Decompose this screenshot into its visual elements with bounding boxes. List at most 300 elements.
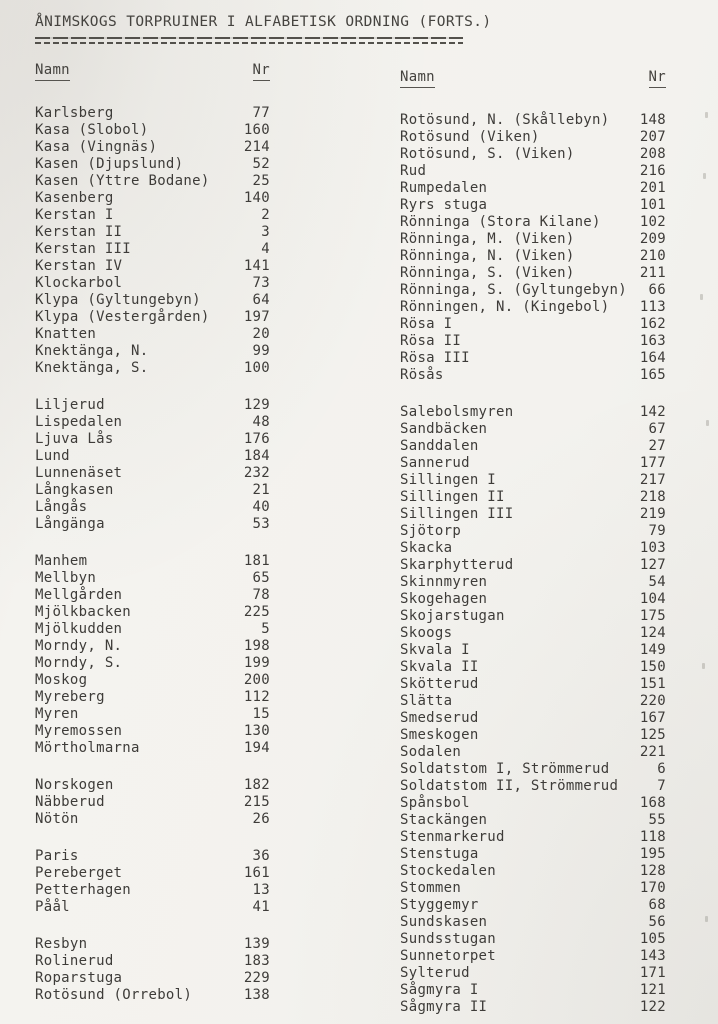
list-item [35, 465, 270, 482]
entry-name: Rotösund, S. (Viken) [400, 146, 575, 162]
list-item [400, 693, 666, 710]
entry-number: 15 [252, 706, 270, 722]
list-item [35, 207, 270, 224]
entry-name: Långänga [35, 516, 105, 532]
list-item [35, 122, 270, 139]
list-item [400, 367, 666, 384]
entry-name: Smedserud [400, 710, 479, 726]
entry-number: 100 [243, 360, 270, 376]
entry-number: 211 [639, 265, 666, 281]
entry-number: 6 [657, 761, 666, 777]
entry-name: Rönningen, N. (Kingebol) [400, 299, 610, 315]
entry-number: 66 [648, 282, 666, 298]
entry-name: Karlsberg [35, 105, 114, 121]
entry-name: Rönninga, N. (Viken) [400, 248, 575, 264]
torp-list-column-left [35, 62, 270, 1004]
list-item [35, 570, 270, 587]
entry-name: Myreberg [35, 689, 105, 705]
list-item [35, 987, 270, 1004]
entry-number: 195 [639, 846, 666, 862]
entry-number: 27 [648, 438, 666, 454]
list-item [35, 397, 270, 414]
list-item [400, 761, 666, 778]
entry-name: Kasenberg [35, 190, 114, 206]
entry-name: Stenstuga [400, 846, 479, 862]
entry-number: 168 [639, 795, 666, 811]
list-item [35, 516, 270, 533]
row-group [35, 936, 270, 1004]
entry-name: Ryrs stuga [400, 197, 488, 213]
entry-name: Rud [400, 163, 427, 179]
entry-number: 21 [252, 482, 270, 498]
entry-number: 105 [639, 931, 666, 947]
entry-name: Långkasen [35, 482, 114, 498]
entry-number: 183 [243, 953, 270, 969]
entry-number: 36 [252, 848, 270, 864]
list-item [400, 931, 666, 948]
list-item [400, 438, 666, 455]
list-item [400, 795, 666, 812]
list-item [400, 112, 666, 129]
row-group [400, 404, 666, 1016]
entry-number: 125 [639, 727, 666, 743]
list-item [35, 553, 270, 570]
entry-name: Salebolsmyren [400, 404, 514, 420]
entry-number: 65 [252, 570, 270, 586]
list-item [400, 163, 666, 180]
list-item [35, 848, 270, 865]
list-item [35, 431, 270, 448]
list-item [35, 587, 270, 604]
title-underline-bottom [35, 42, 463, 44]
list-item [35, 156, 270, 173]
entry-number: 209 [639, 231, 666, 247]
entry-number: 217 [639, 472, 666, 488]
entry-number: 118 [639, 829, 666, 845]
entry-name: Rotösund (Viken) [400, 129, 540, 145]
entry-number: 103 [639, 540, 666, 556]
entry-name: Mjölkbacken [35, 604, 132, 620]
entry-name: Skvala I [400, 642, 470, 658]
entry-name: Kerstan III [35, 241, 132, 257]
list-item [35, 936, 270, 953]
list-item [400, 608, 666, 625]
scan-artifact [702, 663, 705, 669]
column-header-namn: Namn [35, 62, 70, 81]
entry-name: Rönninga, S. (Viken) [400, 265, 575, 281]
entry-number: 225 [243, 604, 270, 620]
list-item [400, 265, 666, 282]
entry-name: Rolinerud [35, 953, 114, 969]
list-item [400, 948, 666, 965]
list-item [400, 812, 666, 829]
list-item [35, 740, 270, 757]
list-item [400, 778, 666, 795]
entry-number: 26 [252, 811, 270, 827]
list-item [400, 744, 666, 761]
entry-number: 148 [639, 112, 666, 128]
list-item [400, 625, 666, 642]
entry-number: 218 [639, 489, 666, 505]
entry-name: Liljerud [35, 397, 105, 413]
entry-number: 143 [639, 948, 666, 964]
entry-name: Myren [35, 706, 79, 722]
entry-number: 164 [639, 350, 666, 366]
entry-number: 102 [639, 214, 666, 230]
entry-name: Rösa I [400, 316, 453, 332]
list-item [35, 882, 270, 899]
entry-name: Stenmarkerud [400, 829, 505, 845]
entry-number: 175 [639, 608, 666, 624]
entry-name: Klypa (Gyltungebyn) [35, 292, 201, 308]
entry-number: 201 [639, 180, 666, 196]
entry-number: 55 [648, 812, 666, 828]
entry-name: Norskogen [35, 777, 114, 793]
entry-number: 163 [639, 333, 666, 349]
list-item [400, 282, 666, 299]
entry-name: Skogehagen [400, 591, 488, 607]
entry-name: Kerstan I [35, 207, 114, 223]
list-item [35, 865, 270, 882]
entry-number: 127 [639, 557, 666, 573]
list-item [35, 224, 270, 241]
list-item [400, 455, 666, 472]
list-item [35, 173, 270, 190]
list-item [400, 863, 666, 880]
list-item [35, 953, 270, 970]
list-item [400, 982, 666, 999]
scan-artifact [705, 112, 708, 118]
list-item [400, 146, 666, 163]
scan-artifact [700, 294, 703, 300]
entry-name: Styggemyr [400, 897, 479, 913]
entry-name: Sågmyra I [400, 982, 479, 998]
list-item [400, 333, 666, 350]
list-item [35, 794, 270, 811]
entry-name: Stackängen [400, 812, 488, 828]
list-item [400, 421, 666, 438]
entry-number: 171 [639, 965, 666, 981]
entry-number: 161 [243, 865, 270, 881]
entry-number: 122 [639, 999, 666, 1015]
list-item [400, 197, 666, 214]
entry-number: 124 [639, 625, 666, 641]
column-header-nr: Nr [649, 69, 666, 88]
entry-name: Sannerud [400, 455, 470, 471]
entry-name: Smeskogen [400, 727, 479, 743]
list-item [35, 343, 270, 360]
entry-name: Rösås [400, 367, 444, 383]
list-item [400, 523, 666, 540]
list-item [400, 540, 666, 557]
entry-name: Skoogs [400, 625, 453, 641]
entry-name: Paris [35, 848, 79, 864]
column-header-row [35, 62, 270, 81]
entry-number: 64 [252, 292, 270, 308]
entry-name: Manhem [35, 553, 88, 569]
list-item [400, 829, 666, 846]
entry-name: Skvala II [400, 659, 479, 675]
entry-name: Moskog [35, 672, 88, 688]
list-item [400, 506, 666, 523]
list-item [400, 574, 666, 591]
entry-number: 41 [252, 899, 270, 915]
list-item [400, 231, 666, 248]
entry-name: Soldatstom I, Strömmerud [400, 761, 610, 777]
entry-name: Sillingen II [400, 489, 505, 505]
entry-name: Mellgården [35, 587, 123, 603]
row-groups [400, 112, 666, 1016]
entry-number: 151 [639, 676, 666, 692]
entry-number: 199 [243, 655, 270, 671]
row-group [35, 777, 270, 828]
entry-number: 104 [639, 591, 666, 607]
entry-name: Resbyn [35, 936, 88, 952]
row-group [35, 105, 270, 377]
entry-name: Myremossen [35, 723, 123, 739]
entry-name: Skacka [400, 540, 453, 556]
list-item [35, 604, 270, 621]
entry-name: Pereberget [35, 865, 123, 881]
entry-name: Stockedalen [400, 863, 497, 879]
entry-number: 56 [648, 914, 666, 930]
entry-number: 149 [639, 642, 666, 658]
entry-name: Rotösund (Orrebol) [35, 987, 193, 1003]
list-item [35, 139, 270, 156]
list-item [35, 241, 270, 258]
list-item [400, 248, 666, 265]
entry-name: Rönninga (Stora Kilane) [400, 214, 601, 230]
list-item [35, 689, 270, 706]
entry-number: 197 [243, 309, 270, 325]
row-group [35, 553, 270, 757]
list-item [400, 727, 666, 744]
entry-number: 184 [243, 448, 270, 464]
row-group [35, 397, 270, 533]
entry-number: 162 [639, 316, 666, 332]
list-item [35, 360, 270, 377]
list-item [35, 638, 270, 655]
column-header-namn: Namn [400, 69, 435, 88]
list-item [35, 811, 270, 828]
entry-number: 52 [252, 156, 270, 172]
row-group [400, 112, 666, 384]
entry-name: Skojarstugan [400, 608, 505, 624]
entry-name: Knektänga, S. [35, 360, 149, 376]
entry-number: 138 [243, 987, 270, 1003]
entry-number: 140 [243, 190, 270, 206]
entry-name: Kasen (Djupslund) [35, 156, 184, 172]
entry-name: Sylterud [400, 965, 470, 981]
list-item [400, 710, 666, 727]
entry-number: 165 [639, 367, 666, 383]
entry-name: Lunnenäset [35, 465, 123, 481]
entry-number: 176 [243, 431, 270, 447]
scan-artifact [705, 916, 708, 922]
list-item [35, 499, 270, 516]
entry-name: Mjölkudden [35, 621, 123, 637]
list-item [35, 672, 270, 689]
entry-name: Lund [35, 448, 70, 464]
entry-number: 73 [252, 275, 270, 291]
row-group [35, 848, 270, 916]
entry-number: 121 [639, 982, 666, 998]
list-item [400, 472, 666, 489]
entry-number: 25 [252, 173, 270, 189]
entry-number: 160 [243, 122, 270, 138]
column-header-nr: Nr [253, 62, 270, 81]
entry-name: Knatten [35, 326, 97, 342]
entry-number: 139 [243, 936, 270, 952]
entry-name: Soldatstom II, Strömmerud [400, 778, 619, 794]
entry-name: Skarphytterud [400, 557, 514, 573]
entry-number: 219 [639, 506, 666, 522]
list-item [35, 292, 270, 309]
entry-name: Påål [35, 899, 70, 915]
list-item [400, 642, 666, 659]
entry-number: 53 [252, 516, 270, 532]
list-item [35, 777, 270, 794]
entry-name: Ljuva Lås [35, 431, 114, 447]
entry-number: 142 [639, 404, 666, 420]
list-item [400, 676, 666, 693]
entry-name: Kerstan II [35, 224, 123, 240]
entry-number: 20 [252, 326, 270, 342]
entry-number: 198 [243, 638, 270, 654]
entry-name: Sandbäcken [400, 421, 488, 437]
list-item [35, 414, 270, 431]
column-header-row [400, 69, 666, 88]
list-item [35, 309, 270, 326]
list-item [35, 970, 270, 987]
entry-number: 79 [648, 523, 666, 539]
entry-name: Kasa (Vingnäs) [35, 139, 158, 155]
list-item [400, 965, 666, 982]
list-item [400, 591, 666, 608]
entry-number: 78 [252, 587, 270, 603]
entry-number: 181 [243, 553, 270, 569]
list-item [35, 723, 270, 740]
entry-name: Kerstan IV [35, 258, 123, 274]
list-item [400, 489, 666, 506]
scan-artifact [706, 420, 709, 426]
entry-number: 216 [639, 163, 666, 179]
list-item [400, 880, 666, 897]
entry-name: Lispedalen [35, 414, 123, 430]
entry-number: 220 [639, 693, 666, 709]
entry-number: 208 [639, 146, 666, 162]
list-item [400, 350, 666, 367]
page-title: ÅNIMSKOGS TORPRUINER I ALFABETISK ORDNING (FORTS.) [35, 14, 492, 30]
list-item [400, 659, 666, 676]
entry-name: Skötterud [400, 676, 479, 692]
scan-artifact [703, 173, 706, 179]
entry-name: Långås [35, 499, 88, 515]
entry-name: Klypa (Vestergården) [35, 309, 210, 325]
entry-number: 150 [639, 659, 666, 675]
entry-number: 3 [261, 224, 270, 240]
entry-number: 48 [252, 414, 270, 430]
entry-number: 67 [648, 421, 666, 437]
entry-name: Rönninga, S. (Gyltungebyn) [400, 282, 627, 298]
list-item [35, 326, 270, 343]
entry-name: Mellbyn [35, 570, 97, 586]
list-item [400, 404, 666, 421]
entry-number: 177 [639, 455, 666, 471]
entry-name: Kasa (Slobol) [35, 122, 149, 138]
list-item [400, 214, 666, 231]
entry-number: 194 [243, 740, 270, 756]
entry-number: 207 [639, 129, 666, 145]
entry-name: Rumpedalen [400, 180, 488, 196]
entry-number: 229 [243, 970, 270, 986]
entry-number: 182 [243, 777, 270, 793]
entry-name: Sågmyra II [400, 999, 488, 1015]
entry-name: Rotösund, N. (Skållebyn) [400, 112, 610, 128]
list-item [400, 180, 666, 197]
list-item [35, 899, 270, 916]
entry-number: 112 [243, 689, 270, 705]
list-item [400, 846, 666, 863]
entry-name: Mörtholmarna [35, 740, 140, 756]
torp-list-column-right [400, 69, 666, 1016]
entry-number: 215 [243, 794, 270, 810]
row-groups [35, 105, 270, 1004]
list-item [35, 621, 270, 638]
entry-name: Spånsbol [400, 795, 470, 811]
entry-number: 130 [243, 723, 270, 739]
list-item [400, 316, 666, 333]
entry-name: Morndy, N. [35, 638, 123, 654]
entry-number: 54 [648, 574, 666, 590]
entry-name: Petterhagen [35, 882, 132, 898]
title-underline-top [35, 37, 463, 39]
list-item [400, 129, 666, 146]
entry-name: Klockarbol [35, 275, 123, 291]
entry-number: 77 [252, 105, 270, 121]
entry-number: 221 [639, 744, 666, 760]
entry-name: Sillingen I [400, 472, 497, 488]
entry-number: 129 [243, 397, 270, 413]
list-item [35, 655, 270, 672]
entry-name: Sodalen [400, 744, 462, 760]
entry-number: 101 [639, 197, 666, 213]
entry-number: 232 [243, 465, 270, 481]
entry-number: 128 [639, 863, 666, 879]
list-item [35, 706, 270, 723]
list-item [35, 105, 270, 122]
entry-number: 13 [252, 882, 270, 898]
entry-name: Sanddalen [400, 438, 479, 454]
entry-name: Morndy, S. [35, 655, 123, 671]
entry-number: 113 [639, 299, 666, 315]
entry-name: Nötön [35, 811, 79, 827]
list-item [35, 258, 270, 275]
entry-number: 167 [639, 710, 666, 726]
entry-name: Sillingen III [400, 506, 514, 522]
entry-number: 141 [243, 258, 270, 274]
list-item [400, 557, 666, 574]
entry-name: Sjötorp [400, 523, 462, 539]
entry-name: Knektänga, N. [35, 343, 149, 359]
list-item [35, 482, 270, 499]
entry-number: 214 [243, 139, 270, 155]
list-item [400, 914, 666, 931]
entry-name: Stommen [400, 880, 462, 896]
entry-number: 5 [261, 621, 270, 637]
entry-name: Slätta [400, 693, 453, 709]
entry-number: 200 [243, 672, 270, 688]
